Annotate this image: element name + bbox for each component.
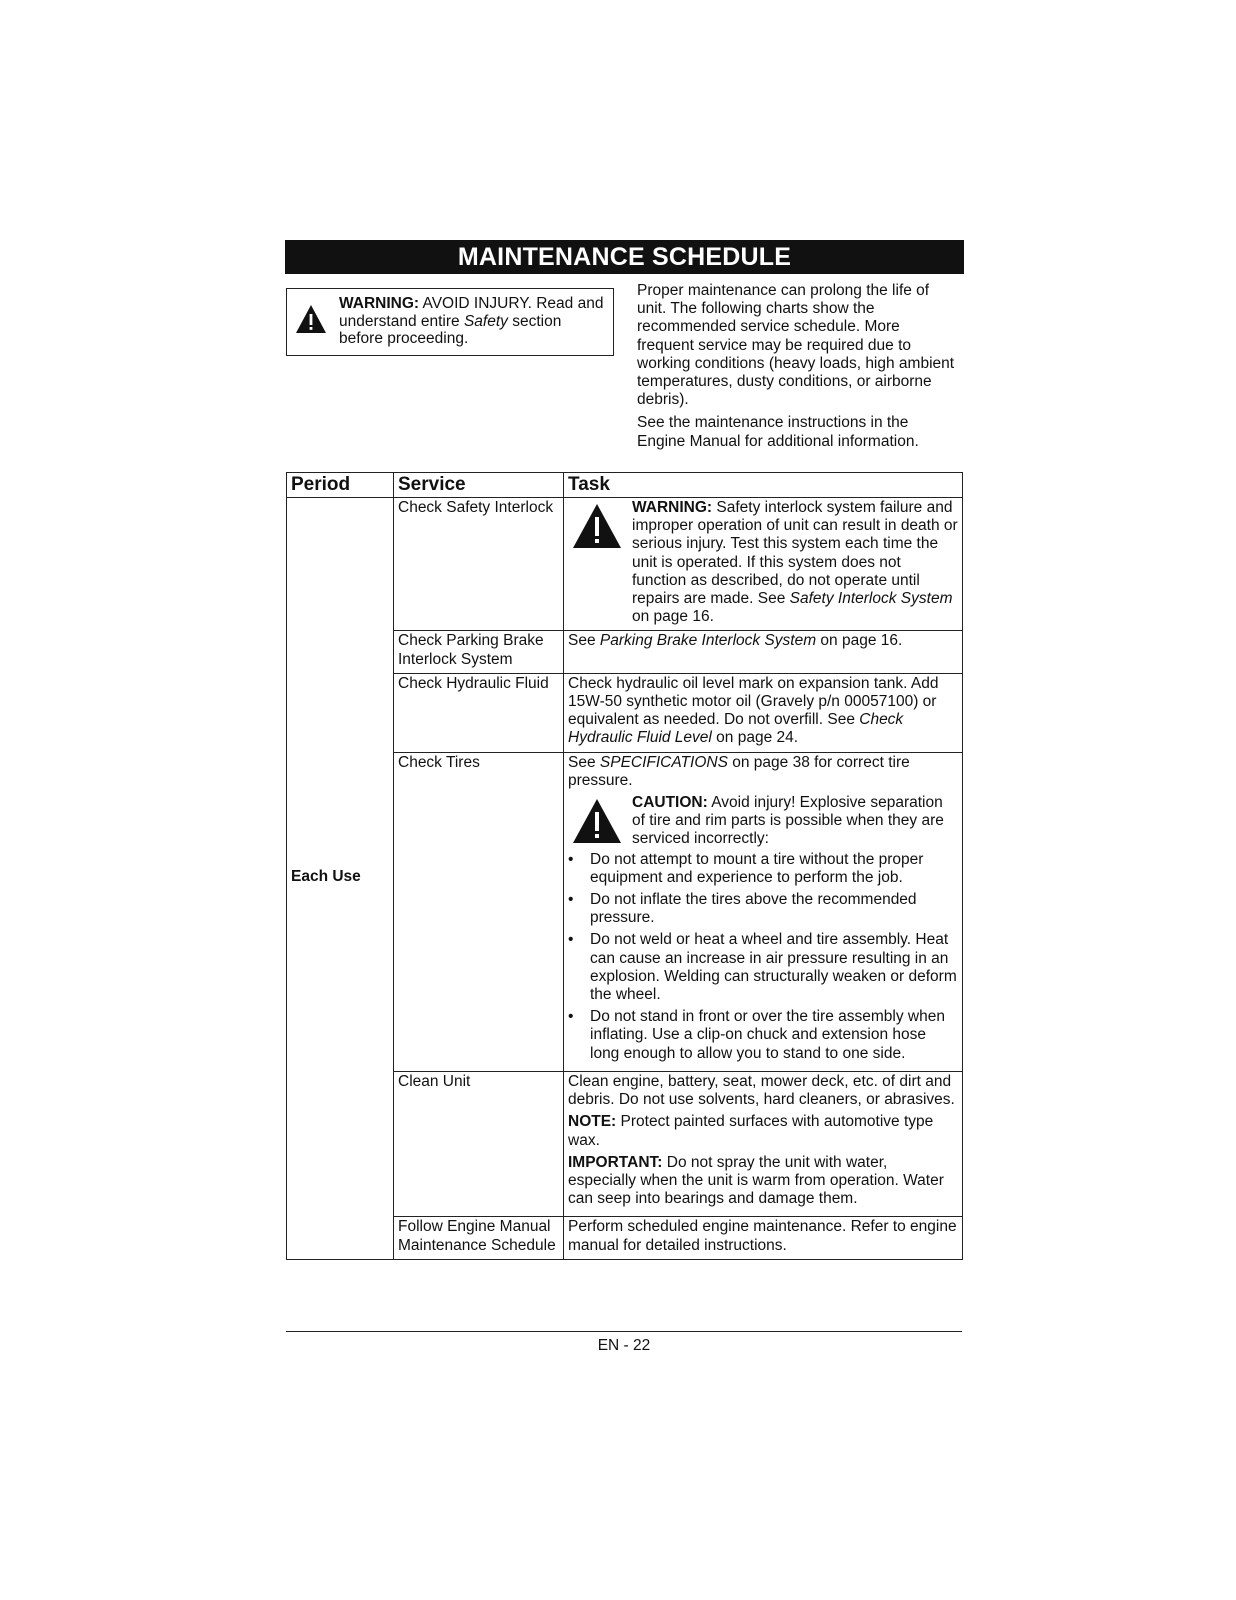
list-item: • Do not inflate the tires above the recommended pressure. [568,891,958,927]
task-cell [564,498,963,631]
task-cell: Check hydraulic oil level mark on expansion tank. Add 15W-50 synthetic motor oil (Gravely p/n 00057100) or equivalent as needed. Do not overfill. See Check Hydraulic Fluid Level on page 24. [564,673,963,752]
maintenance-table [286,472,963,1260]
list-item: • Do not weld or heat a wheel and tire assembly. Heat can cause an increase in air pressure resulting in an explosion. Welding can structurally weaken or deform the wheel. [568,931,958,1004]
service-cell: Clean Unit [394,1071,564,1216]
warning-icon [572,503,622,549]
task-cell [564,752,963,1071]
warning-box [286,288,614,356]
task-cell [564,1071,963,1216]
important-text: IMPORTANT: Do not spray the unit with water, especially when the unit is warm from operation. Water can seep into bearings and damage them. [568,1153,944,1208]
note-text: NOTE: Protect painted surfaces with automotive type wax. [568,1113,934,1149]
clean-text: Clean engine, battery, seat, mower deck, etc. of dirt and debris. Do not use solvents, hard cleaners, or abrasives. [568,1072,955,1109]
intro-paragraph: See the maintenance instructions in the Engine Manual for additional information. [637,414,919,450]
warning-text: WARNING: AVOID INJURY. Read and understand entire Safety section before proceeding. [339,295,604,347]
warning-icon [295,303,327,335]
tire-pressure-text: See SPECIFICATIONS on page 38 for correct tire pressure. [568,753,910,789]
list-item: • Do not attempt to mount a tire without the proper equipment and experience to perform the job. [568,851,958,887]
service-cell: Check Hydraulic Fluid [394,673,564,752]
footer-divider [286,1331,962,1332]
service-cell: Check Parking Brake Interlock System [394,631,564,673]
service-cell: Check Tires [394,752,564,1071]
period-cell: Each Use [287,498,394,1260]
table-row [287,498,963,631]
header-period: Period [287,473,394,498]
task-cell: See Parking Brake Interlock System on page 16. [564,631,963,673]
intro-text [637,282,957,456]
page-number: EN - 22 [597,1337,651,1354]
page-title: MAINTENANCE SCHEDULE [285,240,964,274]
intro-paragraph: Proper maintenance can prolong the life of unit. The following charts show the recommended service schedule. More frequent service may be required due to working conditions (heavy loads, high ambient temperatures, dusty conditions, or airborne debris). [637,282,955,409]
service-cell: Check Safety Interlock [394,498,564,631]
header-service: Service [394,473,564,498]
list-item: • Do not stand in front or over the tire assembly when inflating. Use a clip-on chuck and extension hose long enough to allow you to stand to one side. [568,1008,958,1063]
caution-icon [572,798,622,844]
task-cell: Perform scheduled engine maintenance. Refer to engine manual for detailed instructions. [564,1217,963,1259]
table-header-row [287,473,963,498]
header-task: Task [564,473,963,498]
caution-text: CAUTION: Avoid injury! Explosive separation of tire and rim parts is possible when they are serviced incorrectly: [632,794,944,848]
service-cell: Follow Engine Manual Maintenance Schedule [394,1217,564,1259]
interlock-warning-text: WARNING: Safety interlock system failure and improper operation of unit can result in death or serious injury. Test this system each time the unit is operated. If this system does not function as described, do not operate until repairs are made. See Safety Interlock System on page 16. [632,499,958,626]
tire-bullet-list [568,851,958,1063]
